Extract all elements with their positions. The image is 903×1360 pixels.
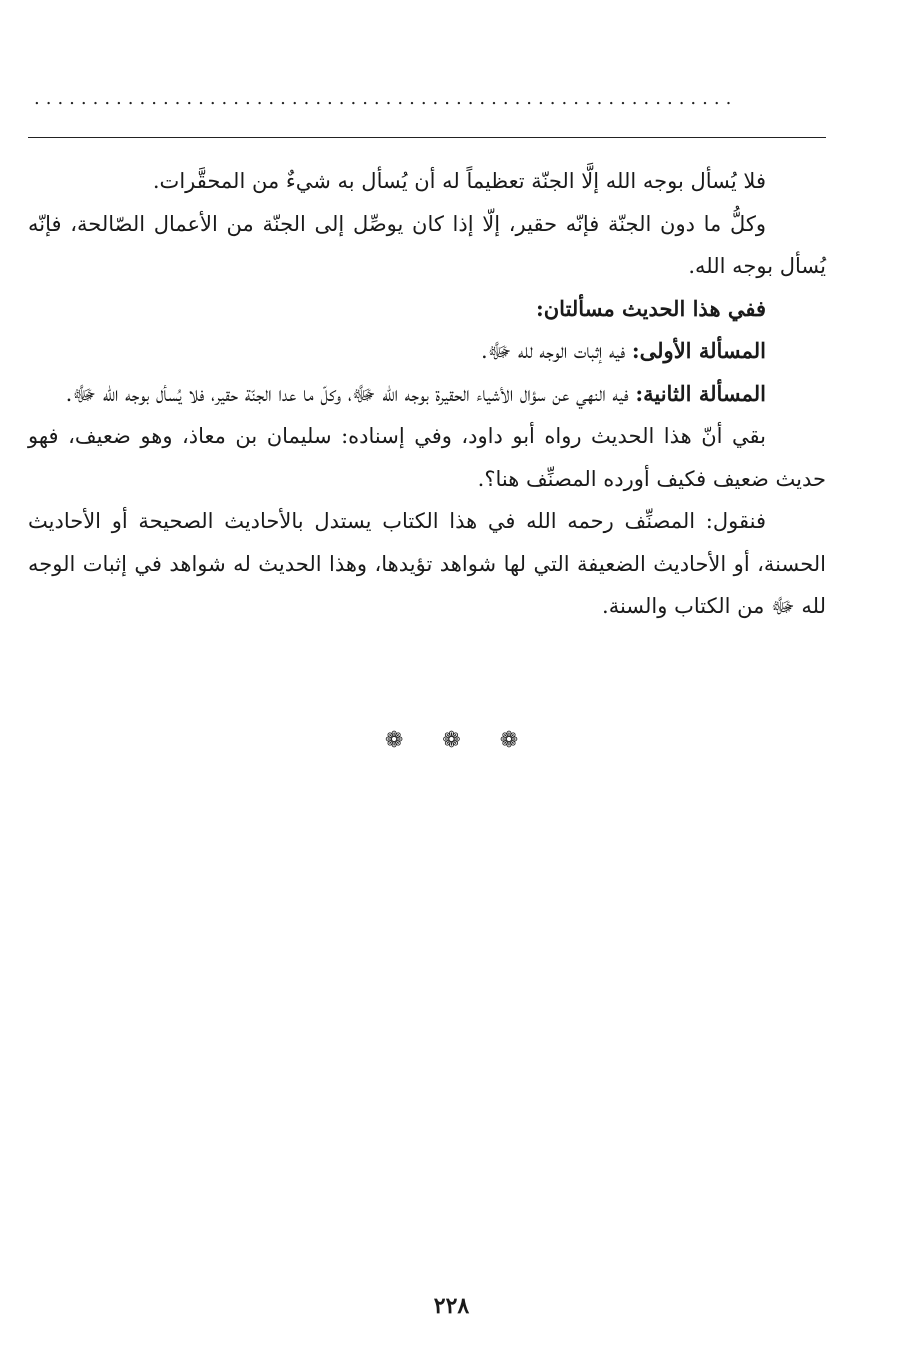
paragraph-5 [28, 373, 826, 416]
header-dotted-line: ............................................................ [34, 92, 738, 106]
section-divider-ornaments [0, 726, 903, 756]
paragraph-3-heading: ففي هذا الحديث مسألتان: [536, 295, 766, 321]
paragraph-4 [28, 330, 826, 373]
issue-one-label: المسألة الأولى: [631, 338, 766, 363]
body-text [28, 160, 826, 628]
header-rule [28, 137, 826, 138]
ornament-icon: ❁ [442, 728, 461, 753]
issue-two-label: المسألة الثانية: [635, 380, 766, 406]
ornament-icon: ❁ [499, 728, 519, 753]
paragraph-2: وكلُّ ما دون الجنّة فإنّه حقير، إلّا إذا كان يوصِّل إلى الجنّة من الأعمال الصّالحة، فإنّه يُسأل بوجه الله. [28, 211, 826, 278]
paragraph-6: بقي أنّ هذا الحديث رواه أبو داود، وفي إسناده: سليمان بن معاذ، وهو ضعيف، فهو حديث ضعيف فكيف أورده المصنِّف هنا؟. [28, 424, 826, 491]
issue-two-text: فيه النهي عن سؤال الأشياء الحقيرة بوجه الله ﷻ، وكلّ ما عدا الجنّة حقير، فلا يُسأل بوجه الله ﷻ. [65, 381, 636, 406]
paragraph-1: فلا يُسأل بوجه الله إلَّا الجنّة تعظيماً له أن يُسأل به شيءٌ من المحقَّرات. [152, 169, 766, 193]
issue-one-text: فيه إثبات الوجه لله ﷻ. [480, 339, 632, 363]
page-number: ٢٢٨ [433, 1293, 470, 1319]
paragraph-7: فنقول: المصنِّف رحمه الله في هذا الكتاب يستدل بالأحاديث الصحيحة أو الأحاديث الحسنة، أو الأحاديث الضعيفة التي لها شواهد تؤيدها، وهذا الحديث له شواهد في إثبات الوجه لله ﷻ من الكتاب والسنة. [28, 509, 826, 618]
ornament-icon: ❁ [384, 728, 404, 753]
